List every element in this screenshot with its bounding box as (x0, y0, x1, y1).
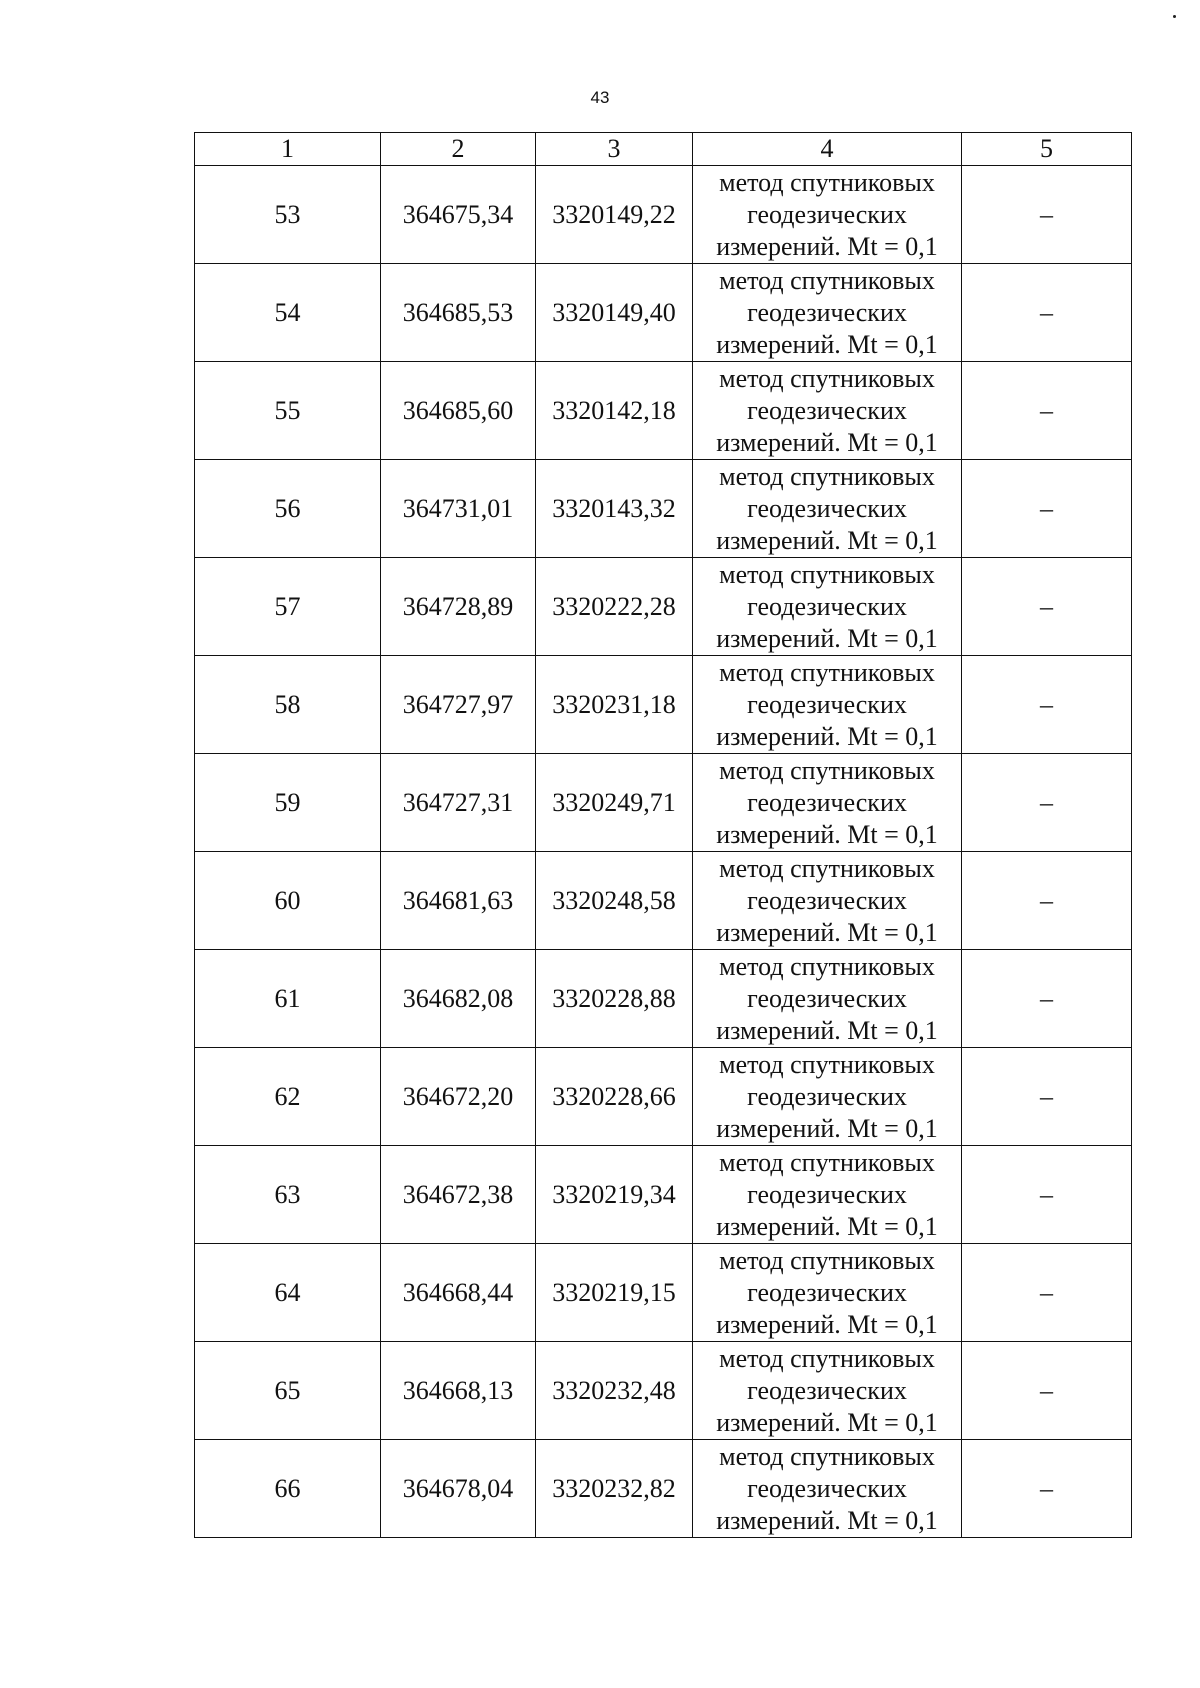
y-coordinate-cell: 3320228,66 (536, 1048, 693, 1146)
header-col-5: 5 (962, 133, 1132, 166)
point-number-cell: 61 (195, 950, 381, 1048)
y-coordinate-cell: 3320219,15 (536, 1244, 693, 1342)
point-number-cell: 54 (195, 264, 381, 362)
point-number-cell: 59 (195, 754, 381, 852)
method-cell: метод спутниковых геодезических измерений. Mt = 0,1 (693, 460, 962, 558)
x-coordinate-cell: 364668,13 (381, 1342, 536, 1440)
method-cell: метод спутниковых геодезических измерений. Mt = 0,1 (693, 656, 962, 754)
point-number-cell: 62 (195, 1048, 381, 1146)
table-row (195, 656, 1132, 754)
table-row (195, 264, 1132, 362)
y-coordinate-cell: 3320248,58 (536, 852, 693, 950)
table-row (195, 754, 1132, 852)
point-number-cell: 63 (195, 1146, 381, 1244)
table-row (195, 1048, 1132, 1146)
y-coordinate-cell: 3320149,40 (536, 264, 693, 362)
table-row (195, 1244, 1132, 1342)
method-cell: метод спутниковых геодезических измерений. Mt = 0,1 (693, 1146, 962, 1244)
note-cell: – (962, 460, 1132, 558)
y-coordinate-cell: 3320222,28 (536, 558, 693, 656)
table-header (195, 133, 1132, 166)
x-coordinate-cell: 364727,97 (381, 656, 536, 754)
note-cell: – (962, 166, 1132, 264)
note-cell: – (962, 656, 1132, 754)
x-coordinate-cell: 364675,34 (381, 166, 536, 264)
method-cell: метод спутниковых геодезических измерений. Mt = 0,1 (693, 1342, 962, 1440)
point-number-cell: 55 (195, 362, 381, 460)
note-cell: – (962, 1440, 1132, 1538)
x-coordinate-cell: 364685,60 (381, 362, 536, 460)
point-number-cell: 53 (195, 166, 381, 264)
point-number-cell: 66 (195, 1440, 381, 1538)
y-coordinate-cell: 3320219,34 (536, 1146, 693, 1244)
x-coordinate-cell: 364685,53 (381, 264, 536, 362)
note-cell: – (962, 1342, 1132, 1440)
header-col-3: 3 (536, 133, 693, 166)
y-coordinate-cell: 3320142,18 (536, 362, 693, 460)
method-cell: метод спутниковых геодезических измерений. Mt = 0,1 (693, 166, 962, 264)
y-coordinate-cell: 3320231,18 (536, 656, 693, 754)
note-cell: – (962, 852, 1132, 950)
method-cell: метод спутниковых геодезических измерений. Mt = 0,1 (693, 754, 962, 852)
table-row (195, 950, 1132, 1048)
table-row (195, 1146, 1132, 1244)
x-coordinate-cell: 364728,89 (381, 558, 536, 656)
scan-speck (1173, 15, 1176, 18)
table-row (195, 460, 1132, 558)
method-cell: метод спутниковых геодезических измерений. Mt = 0,1 (693, 1244, 962, 1342)
table-row (195, 362, 1132, 460)
method-cell: метод спутниковых геодезических измерений. Mt = 0,1 (693, 264, 962, 362)
method-cell: метод спутниковых геодезических измерений. Mt = 0,1 (693, 362, 962, 460)
method-cell: метод спутниковых геодезических измерений. Mt = 0,1 (693, 852, 962, 950)
note-cell: – (962, 1048, 1132, 1146)
x-coordinate-cell: 364668,44 (381, 1244, 536, 1342)
y-coordinate-cell: 3320149,22 (536, 166, 693, 264)
x-coordinate-cell: 364682,08 (381, 950, 536, 1048)
table-row (195, 166, 1132, 264)
table-row (195, 852, 1132, 950)
note-cell: – (962, 362, 1132, 460)
x-coordinate-cell: 364731,01 (381, 460, 536, 558)
x-coordinate-cell: 364727,31 (381, 754, 536, 852)
note-cell: – (962, 558, 1132, 656)
point-number-cell: 56 (195, 460, 381, 558)
table-body (195, 166, 1132, 1538)
x-coordinate-cell: 364678,04 (381, 1440, 536, 1538)
method-cell: метод спутниковых геодезических измерений. Mt = 0,1 (693, 950, 962, 1048)
point-number-cell: 58 (195, 656, 381, 754)
point-number-cell: 60 (195, 852, 381, 950)
table-row (195, 1342, 1132, 1440)
note-cell: – (962, 1146, 1132, 1244)
table-row (195, 558, 1132, 656)
y-coordinate-cell: 3320232,48 (536, 1342, 693, 1440)
y-coordinate-cell: 3320232,82 (536, 1440, 693, 1538)
coordinates-table (194, 132, 1132, 1538)
method-cell: метод спутниковых геодезических измерений. Mt = 0,1 (693, 558, 962, 656)
header-row (195, 133, 1132, 166)
note-cell: – (962, 264, 1132, 362)
point-number-cell: 57 (195, 558, 381, 656)
point-number-cell: 65 (195, 1342, 381, 1440)
note-cell: – (962, 950, 1132, 1048)
point-number-cell: 64 (195, 1244, 381, 1342)
note-cell: – (962, 1244, 1132, 1342)
method-cell: метод спутниковых геодезических измерений. Mt = 0,1 (693, 1048, 962, 1146)
x-coordinate-cell: 364681,63 (381, 852, 536, 950)
note-cell: – (962, 754, 1132, 852)
header-col-4: 4 (693, 133, 962, 166)
y-coordinate-cell: 3320228,88 (536, 950, 693, 1048)
header-col-2: 2 (381, 133, 536, 166)
y-coordinate-cell: 3320249,71 (536, 754, 693, 852)
table-row (195, 1440, 1132, 1538)
x-coordinate-cell: 364672,38 (381, 1146, 536, 1244)
x-coordinate-cell: 364672,20 (381, 1048, 536, 1146)
y-coordinate-cell: 3320143,32 (536, 460, 693, 558)
page-number: 43 (590, 88, 610, 107)
header-col-1: 1 (195, 133, 381, 166)
method-cell: метод спутниковых геодезических измерений. Mt = 0,1 (693, 1440, 962, 1538)
